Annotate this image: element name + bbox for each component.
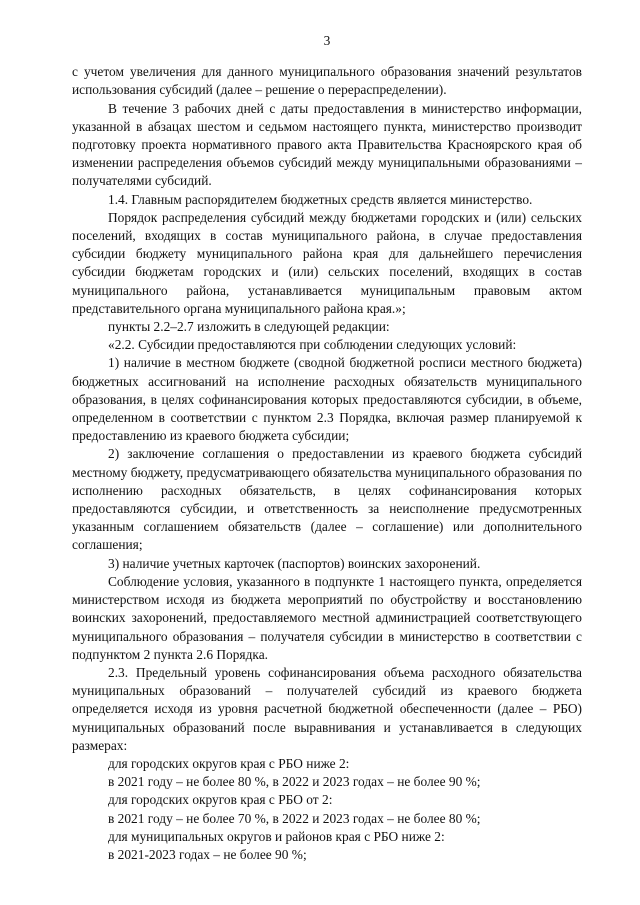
paragraph: В течение 3 рабочих дней с даты предоставления в министерство информации, указанной в абзацах шестом и седьмом настоящего пункта, министерство производит подготовку проекта нормативного правого акта Правительства Красноярского края об изменении распределения объемов субсидий между муниципальными образованиями – получателями субсидий.	[72, 100, 582, 189]
paragraph: 1.4. Главным распорядителем бюджетных средств является министерство.	[108, 191, 533, 207]
paragraph: 1) наличие в местном бюджете (сводной бюджетной росписи местного бюджета) бюджетных ассигнований на исполнение расходных обязательств муниципального образования, в целях софинансирования которых предоставляются субсидии, в объеме, определенном в соответствии с пунктом 2.3 Порядка, включая размер планируемой к предоставлению из краевого бюджета субсидии;	[72, 355, 582, 444]
paragraph: Порядок распределения субсидий между бюджетами городских и (или) сельских поселений, входящих в состав муниципального района, в случае предоставления субсидии бюджету муниципального района края для дальнейшего перечисления субсидии бюджетам городских и (или) сельских поселений, входящих в состав муниципального района, устанавливается муниципальным правовым актом представительного органа муниципального района края.»;	[72, 209, 582, 316]
paragraph: 3) наличие учетных карточек (паспортов) воинских захоронений.	[108, 555, 481, 571]
paragraph: для городских округов края с РБО ниже 2:	[108, 755, 350, 771]
paragraph: «2.2. Субсидии предоставляются при соблюдении следующих условий:	[108, 337, 517, 353]
paragraph: в 2021 году – не более 70 %, в 2022 и 2023 годах – не более 80 %;	[108, 810, 481, 826]
paragraph: 2.3. Предельный уровень софинансирования объема расходного обязательства муниципальных образований – получателей субсидий из краевого бюджета определяется исходя из уровня расчетной бюджетной обеспеченности (далее – РБО) муниципальных образований после выравнивания и устанавливается в следующих размерах:	[72, 664, 582, 753]
paragraph: пункты 2.2–2.7 изложить в следующей редакции:	[108, 319, 390, 335]
paragraph: 2) заключение соглашения о предоставлении из краевого бюджета субсидий местному бюджету, предусматривающего обязательства муниципального образования по исполнению расходных обязательств, в целях софинансирования которых предоставляются субсидии, и ответственность за неисполнение предусмотренных указанным соглашением обязательств (далее – соглашение) или дополнительного соглашения;	[72, 446, 582, 553]
paragraph: Соблюдение условия, указанного в подпункте 1 настоящего пункта, определяется министерством исходя из бюджета мероприятий по обустройству и восстановлению воинских захоронений, предоставляемого местной администрацией соответствующего муниципального образования – получателя субсидии в министерство в соответствии с подпунктом 2 пункта 2.6 Порядка.	[72, 573, 582, 662]
document-body	[72, 63, 582, 864]
paragraph: с учетом увеличения для данного муниципального образования значений результатов использования субсидий (далее – решение о перераспределении).	[72, 64, 582, 98]
paragraph: в 2021 году – не более 80 %, в 2022 и 2023 годах – не более 90 %;	[108, 774, 481, 790]
paragraph: для муниципальных округов и районов края с РБО ниже 2:	[108, 828, 445, 844]
paragraph: для городских округов края с РБО от 2:	[108, 792, 333, 808]
paragraph: в 2021-2023 годах – не более 90 %;	[108, 846, 307, 862]
page-number: 3	[323, 33, 331, 48]
